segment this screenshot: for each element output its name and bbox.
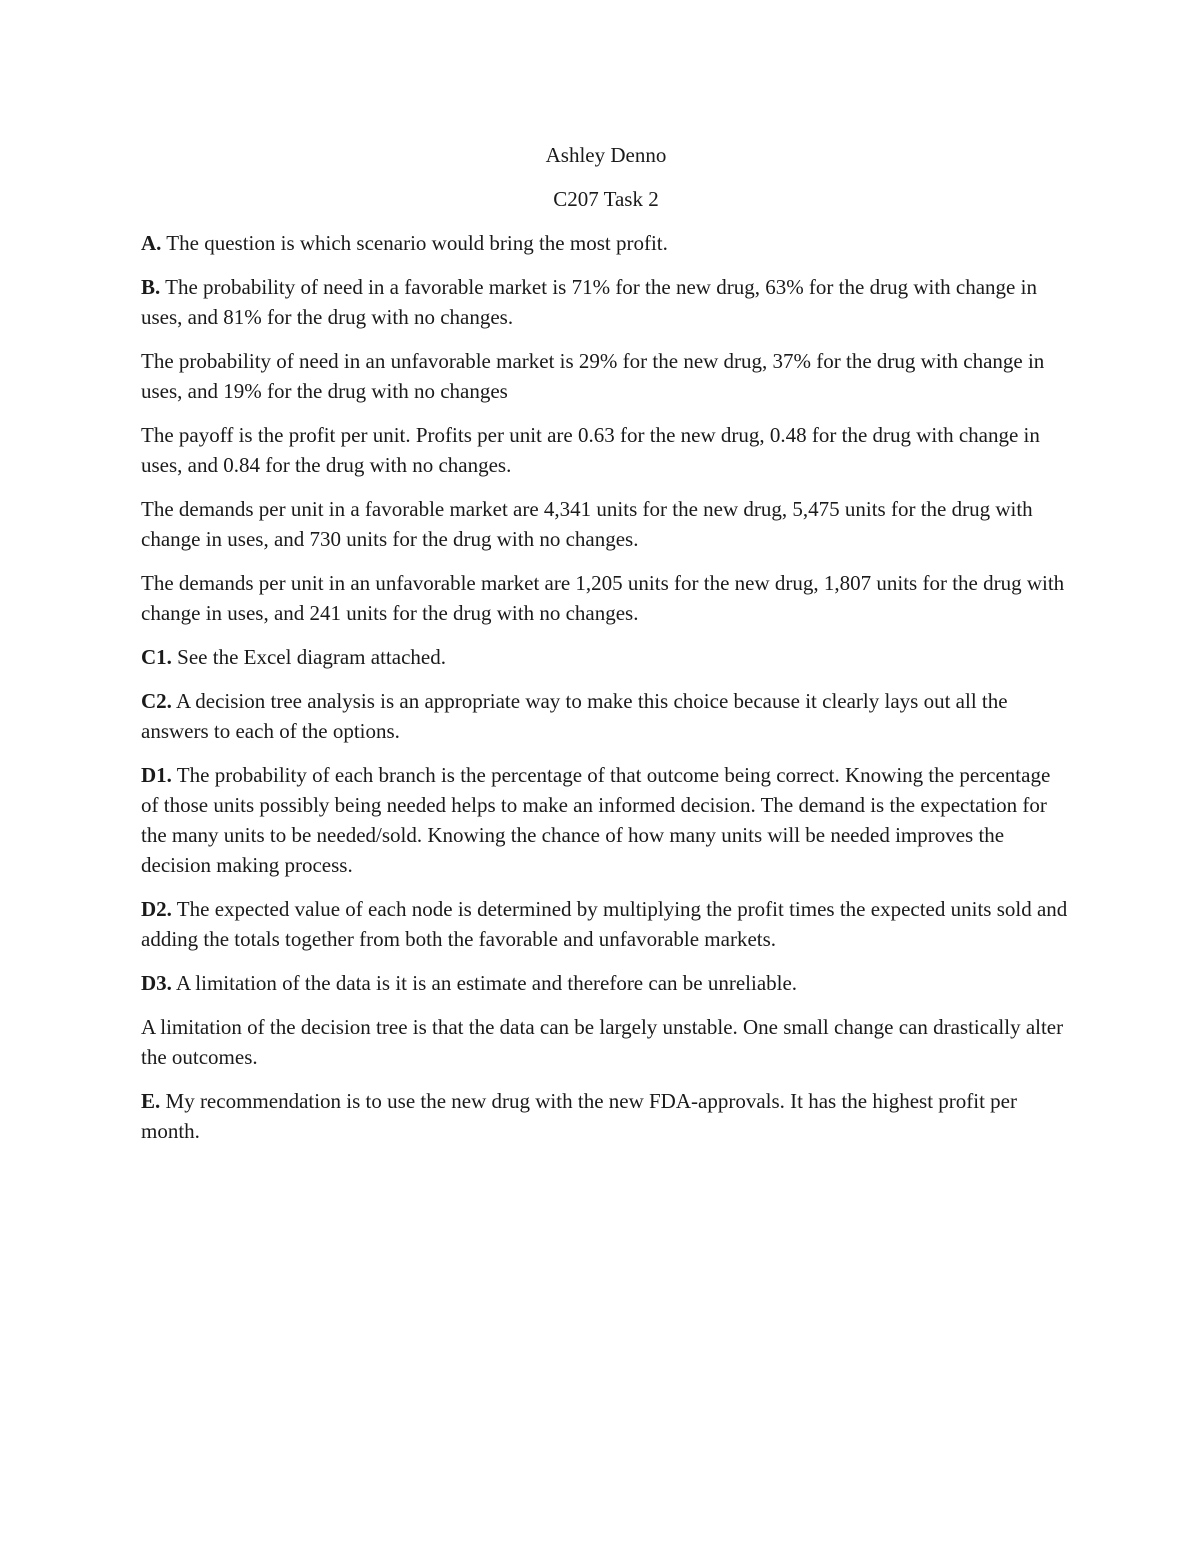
paragraph-text: The demands per unit in an unfavorable market are 1,205 units for the new drug, 1,807 units for the drug with change in uses, and 241 units for the drug with no changes.: [141, 571, 1065, 625]
paragraph-text: See the Excel diagram attached.: [177, 645, 446, 669]
paragraph-e: [141, 1086, 1071, 1146]
paragraph-text: The expected value of each node is determined by multiplying the profit times the expected units sold and adding the totals together from both the favorable and unfavorable markets.: [141, 897, 1068, 951]
paragraph-text: A limitation of the data is it is an estimate and therefore can be unreliable.: [176, 971, 798, 995]
paragraph-text: The probability of need in an unfavorable market is 29% for the new drug, 37% for the drug with change in uses, and 19% for the drug with no changes: [141, 349, 1045, 403]
paragraph-b-demand-unfavorable: [141, 568, 1071, 628]
paragraph-d3-tree-limitation: [141, 1012, 1071, 1072]
paragraph-c1: [141, 642, 1071, 672]
paragraph-d3: [141, 968, 1071, 998]
paragraph-label: C2.: [141, 689, 172, 713]
paragraph-label: C1.: [141, 645, 172, 669]
paragraph-label: A.: [141, 231, 162, 255]
paragraph-c2: [141, 686, 1071, 746]
paragraph-b-demand-favorable: [141, 494, 1071, 554]
paragraph-label: B.: [141, 275, 161, 299]
paragraph-label: D2.: [141, 897, 172, 921]
paragraph-b-unfavorable: [141, 346, 1071, 406]
paragraph-label: D1.: [141, 763, 172, 787]
paragraph-d2: [141, 894, 1071, 954]
paragraph-text: The question is which scenario would bring the most profit.: [166, 231, 668, 255]
paragraph-a: [141, 228, 1071, 258]
document-title: C207 Task 2: [553, 187, 659, 211]
paragraph-text: A decision tree analysis is an appropriate way to make this choice because it clearly lays out all the answers to each of the options.: [141, 689, 1008, 743]
document-body: [141, 140, 1071, 1160]
paragraph-text: The probability of need in a favorable market is 71% for the new drug, 63% for the drug with change in uses, and 81% for the drug with no changes.: [141, 275, 1037, 329]
paragraph-b: [141, 272, 1071, 332]
paragraph-text: The probability of each branch is the percentage of that outcome being correct. Knowing the percentage of those units possibly being needed helps to make an informed decision. The demand is the expectation for the many units to be needed/sold. Knowing the chance of how many units will be needed improves the decision making process.: [141, 763, 1051, 877]
paragraph-text: A limitation of the decision tree is that the data can be largely unstable. One small change can drastically alter the outcomes.: [141, 1015, 1064, 1069]
paragraph-text: The payoff is the profit per unit. Profits per unit are 0.63 for the new drug, 0.48 for the drug with change in uses, and 0.84 for the drug with no changes.: [141, 423, 1040, 477]
paragraph-text: My recommendation is to use the new drug with the new FDA-approvals. It has the highest profit per month.: [141, 1089, 1017, 1143]
paragraph-b-payoff: [141, 420, 1071, 480]
paragraph-d1: [141, 760, 1071, 880]
author-name: Ashley Denno: [545, 143, 667, 167]
paragraph-label: E.: [141, 1089, 161, 1113]
paragraph-text: The demands per unit in a favorable market are 4,341 units for the new drug, 5,475 units for the drug with change in uses, and 730 units for the drug with no changes.: [141, 497, 1033, 551]
paragraph-label: D3.: [141, 971, 172, 995]
